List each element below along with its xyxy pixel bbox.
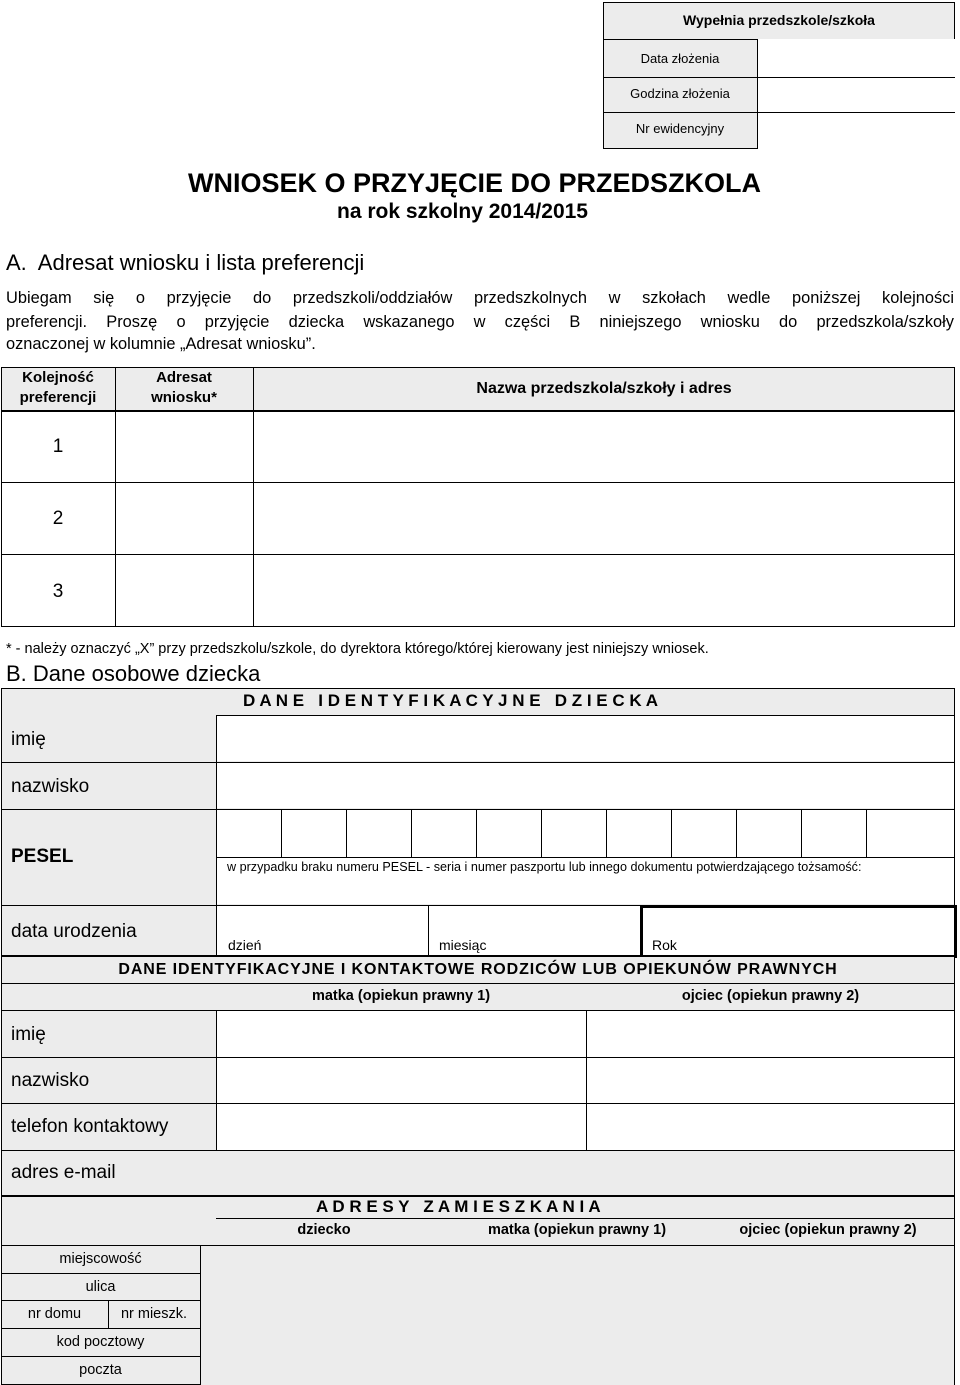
father-fields[interactable] xyxy=(587,1011,954,1150)
section-a-heading: A. Adresat wniosku i lista preferencji xyxy=(6,250,365,275)
pref-name-cell[interactable] xyxy=(254,483,954,553)
address-street-label: ulica xyxy=(85,1279,116,1295)
form-subtitle: na rok szkolny 2014/2015 xyxy=(337,200,588,223)
birth-month-field[interactable] xyxy=(429,906,639,955)
pref-row-number: 3 xyxy=(52,581,64,602)
parents-col-mother: matka (opiekun prawny 1) xyxy=(311,988,491,1004)
birth-day-label: dzień xyxy=(228,937,262,953)
parent-email-fields[interactable] xyxy=(217,1151,954,1195)
child-last-name-field[interactable] xyxy=(217,763,954,808)
parent-last-name-label: nazwisko xyxy=(11,1070,90,1091)
registry-number-label: Nr ewidencyjny xyxy=(635,121,725,136)
pref-addressee-cell[interactable] xyxy=(116,483,252,553)
parent-email-label: adres e-mail xyxy=(11,1162,116,1183)
section-a-intro-1: Ubiegam się o przyjęcie do przedszkoli/oddziałów przedszkolnych w szkołach wedle poniższej kolejności xyxy=(6,289,954,307)
address-col-child: dziecko xyxy=(297,1222,351,1238)
parents-col-father: ojciec (opiekun prawny 2) xyxy=(681,988,860,1004)
footnote: * - należy oznaczyć „X” przy przedszkolu/szkole, do dyrektora którego/której kierowany jest niniejszy wniosek. xyxy=(6,641,709,657)
pref-name-cell[interactable] xyxy=(254,555,954,626)
pref-addressee-cell[interactable] xyxy=(116,412,252,481)
address-flat-no-label: nr mieszk. xyxy=(120,1306,188,1322)
pref-col-name: Nazwa przedszkola/szkoły i adres xyxy=(476,380,732,397)
address-city-label: miejscowość xyxy=(59,1251,142,1267)
mother-fields[interactable] xyxy=(217,1011,586,1150)
pref-col-addressee-1: Adresat xyxy=(156,369,212,386)
parents-table-header: DANE IDENTYFIKACYJNE I KONTAKTOWE RODZICÓW LUB OPIEKUNÓW PRAWNYCH xyxy=(118,961,838,978)
submission-time-label: Godzina złożenia xyxy=(630,86,730,101)
address-fields[interactable] xyxy=(201,1246,954,1385)
child-first-name-label: imię xyxy=(11,729,46,750)
address-col-father: ojciec (opiekun prawny 2) xyxy=(739,1222,917,1238)
pref-name-cell[interactable] xyxy=(254,412,954,481)
child-first-name-field[interactable] xyxy=(217,716,954,761)
child-last-name-label: nazwisko xyxy=(11,776,90,797)
birth-day-field[interactable] xyxy=(217,906,427,955)
parent-first-name-label: imię xyxy=(11,1024,46,1045)
form-title: WNIOSEK O PRZYJĘCIE DO PRZEDSZKOLA xyxy=(188,168,762,198)
birth-date-label: data urodzenia xyxy=(11,921,137,942)
pesel-alt-doc-note: w przypadku braku numeru PESEL - seria i numer paszportu lub innego dokumentu potwierdzającego tożsamość: xyxy=(227,860,862,874)
child-data-header: D A N E I D E N T Y F I K A C Y J N E D Z I E C K A xyxy=(243,691,658,710)
pref-addressee-cell[interactable] xyxy=(116,555,252,626)
address-col-mother: matka (opiekun prawny 1) xyxy=(487,1222,667,1238)
pref-col-order-1: Kolejność xyxy=(22,369,94,386)
section-a-intro-2: preferencji. Proszę o przyjęcie dziecka wskazanego w części B niniejszego wniosku do przedszkola/szkoły xyxy=(6,313,954,331)
birth-month-label: miesiąc xyxy=(439,937,487,953)
child-pesel-label: PESEL xyxy=(11,846,74,867)
address-post-office-label: poczta xyxy=(79,1362,122,1378)
pref-col-addressee-2: wniosku* xyxy=(151,389,217,406)
address-table-header: A D R E S Y Z A M I E S Z K A N I A xyxy=(316,1197,601,1216)
section-b-heading: B. Dane osobowe dziecka xyxy=(6,661,261,686)
submission-date-field[interactable] xyxy=(757,39,955,77)
pref-row-number: 1 xyxy=(52,436,64,457)
submission-time-field[interactable] xyxy=(757,77,955,112)
parent-phone-label: telefon kontaktowy xyxy=(11,1116,169,1137)
pref-col-order-2: preferencji xyxy=(19,389,97,406)
office-use-header: Wypełnia przedszkole/szkoła xyxy=(683,12,875,28)
address-house-no-label: nr domu xyxy=(27,1306,82,1322)
birth-year-field[interactable] xyxy=(640,905,957,958)
address-postcode-label: kod pocztowy xyxy=(56,1334,145,1350)
birth-year-label: Rok xyxy=(652,937,677,953)
section-a-intro-3: oznaczonej w kolumnie „Adresat wniosku”. xyxy=(6,335,316,353)
pref-row-number: 2 xyxy=(52,508,64,529)
registry-number-field[interactable] xyxy=(757,112,955,149)
submission-date-label: Data złożenia xyxy=(640,51,720,66)
